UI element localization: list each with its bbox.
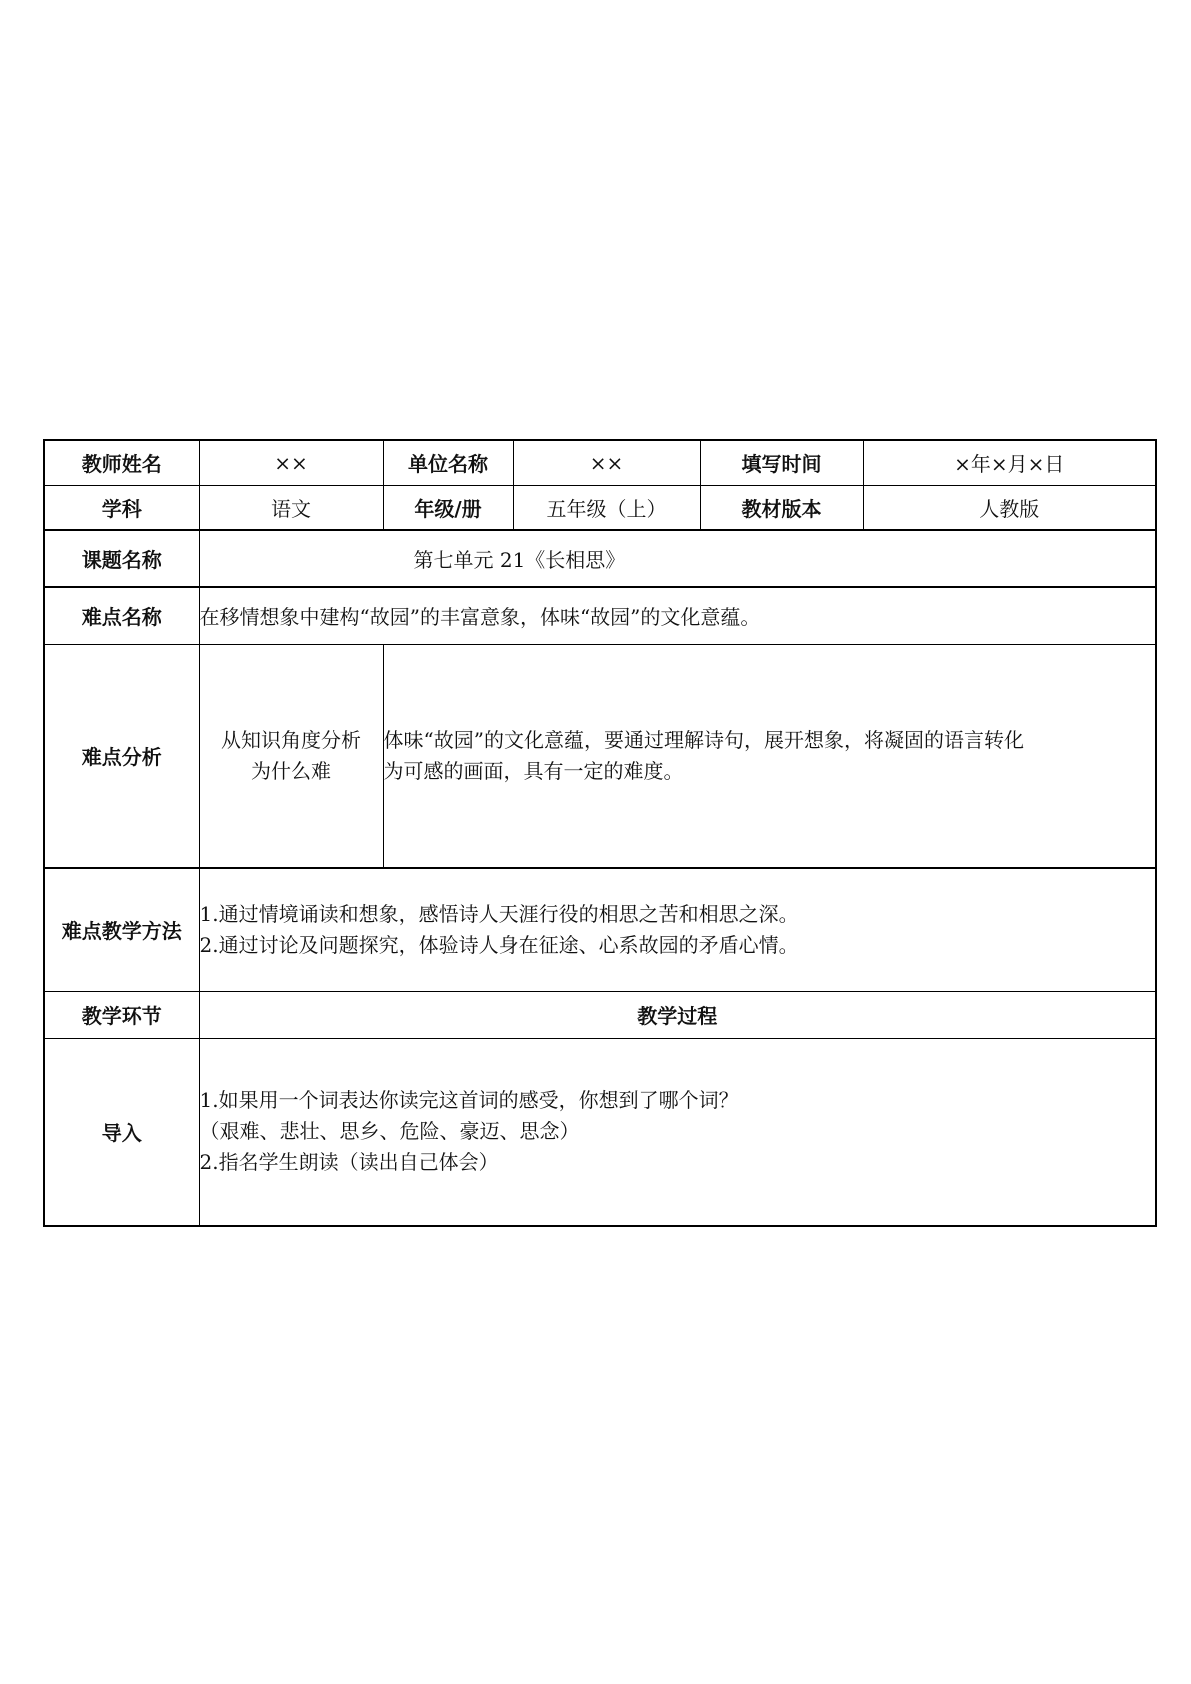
- intro-row: [44, 1038, 1156, 1226]
- header-row: [44, 440, 1156, 485]
- difficulty-name-value: 在移情想象中建构“故园”的丰富意象，体味“故园”的文化意蕴。: [199, 587, 1156, 644]
- fill-date-label: 填写时间: [700, 440, 863, 485]
- lesson-title-label: 课题名称: [44, 530, 199, 587]
- intro-line1: 1.如果用一个词表达你读完这首词的感受，你想到了哪个词？: [199, 1088, 739, 1113]
- analysis-sublabel: [199, 644, 383, 868]
- analysis-content-line1: 体味“故园”的文化意蕴，要通过理解诗句，展开想象，将凝固的语言转化: [383, 727, 1024, 752]
- analysis-content: [383, 644, 1156, 868]
- process-header-row: [44, 991, 1156, 1038]
- subject-row: [44, 485, 1156, 530]
- teaching-stage-label: 教学环节: [44, 991, 199, 1038]
- method-line2: 2.通过讨论及问题探究，体验诗人身在征途、心系故园的矛盾心情。: [199, 932, 799, 957]
- grade-value: 五年级（上）: [513, 485, 700, 530]
- method-line1: 1.通过情境诵读和想象，感悟诗人天涯行役的相思之苦和相思之深。: [199, 901, 799, 926]
- intro-label: 导入: [44, 1038, 199, 1226]
- teacher-name-label: 教师姓名: [44, 440, 199, 485]
- analysis-content-line2: 为可感的画面，具有一定的难度。: [383, 758, 684, 783]
- teacher-name-value: ××: [199, 440, 383, 485]
- subject-label: 学科: [44, 485, 199, 530]
- analysis-sublabel-line2: 为什么难: [251, 758, 331, 783]
- difficulty-name-label: 难点名称: [44, 587, 199, 644]
- grade-label: 年级/册: [383, 485, 513, 530]
- textbook-label: 教材版本: [700, 485, 863, 530]
- analysis-sublabel-line1: 从知识角度分析: [221, 727, 361, 752]
- fill-date-value: ×年×月×日: [863, 440, 1156, 485]
- intro-line3: 2.指名学生朗读（读出自己体会）: [199, 1150, 499, 1175]
- unit-name-value: ××: [513, 440, 700, 485]
- difficulty-analysis-label: 难点分析: [44, 644, 199, 868]
- lesson-row: [44, 530, 1156, 587]
- lesson-plan-table: [43, 439, 1157, 1227]
- teaching-method-label: 难点教学方法: [44, 868, 199, 991]
- difficulty-row: [44, 587, 1156, 644]
- lesson-title-value: 第七单元 21《长相思》: [199, 530, 1156, 587]
- analysis-row: [44, 644, 1156, 868]
- method-row: [44, 868, 1156, 991]
- teaching-process-label: 教学过程: [199, 991, 1156, 1038]
- subject-value: 语文: [199, 485, 383, 530]
- intro-line2: （艰难、悲壮、思乡、危险、豪迈、思念）: [199, 1119, 580, 1144]
- teaching-method-content: [199, 868, 1156, 991]
- intro-content: [199, 1038, 1156, 1226]
- textbook-value: 人教版: [863, 485, 1156, 530]
- unit-name-label: 单位名称: [383, 440, 513, 485]
